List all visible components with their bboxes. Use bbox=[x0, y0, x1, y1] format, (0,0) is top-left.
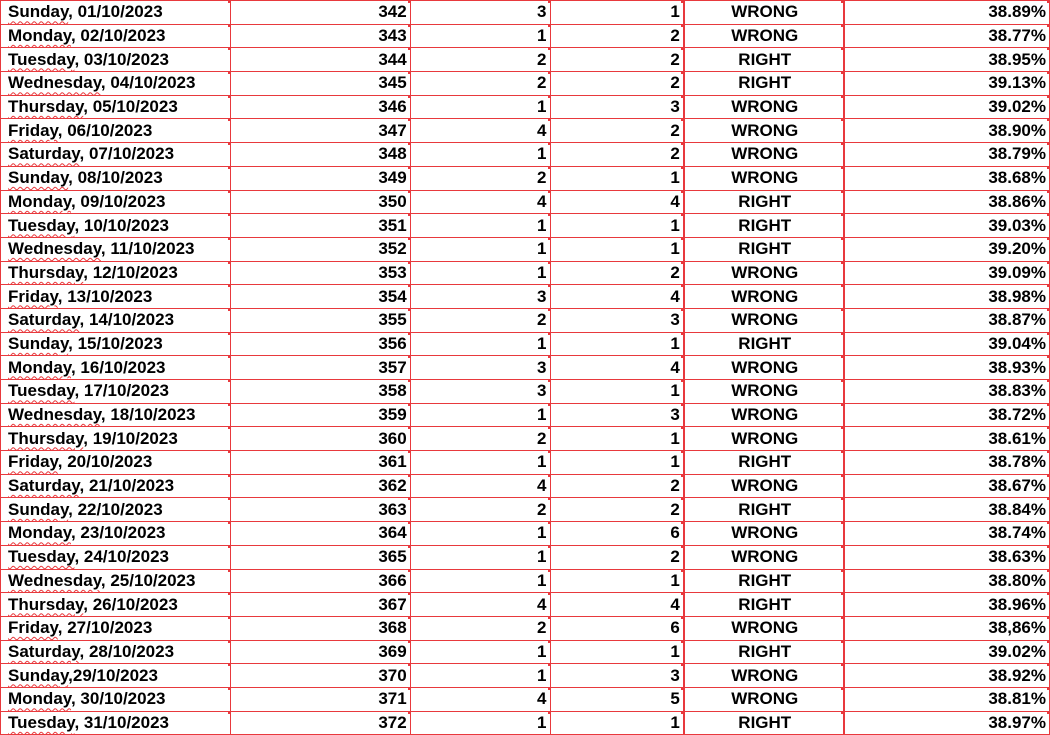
result-cell[interactable]: WRONG bbox=[684, 95, 844, 119]
value-b-cell[interactable]: 4 bbox=[550, 285, 684, 309]
percentage-cell[interactable]: 38.92% bbox=[844, 664, 1050, 688]
date-cell[interactable] bbox=[1, 380, 231, 404]
percentage-cell[interactable]: 38.80% bbox=[844, 569, 1050, 593]
weekday-text: Sunday bbox=[8, 665, 69, 685]
date-text: , 06/10/2023 bbox=[57, 120, 153, 140]
value-b-cell[interactable]: 3 bbox=[550, 95, 684, 119]
value-b-cell[interactable]: 2 bbox=[550, 24, 684, 48]
date-cell[interactable] bbox=[1, 640, 231, 664]
date-text: , 12/10/2023 bbox=[83, 262, 178, 282]
value-a-cell[interactable]: 1 bbox=[410, 403, 550, 427]
value-b-cell[interactable]: 6 bbox=[550, 522, 684, 546]
table-row bbox=[1, 640, 1050, 664]
date-cell[interactable] bbox=[1, 356, 231, 380]
value-a-cell[interactable]: 1 bbox=[410, 711, 550, 735]
value-b-cell[interactable]: 1 bbox=[550, 214, 684, 238]
number-cell[interactable]: 363 bbox=[230, 498, 410, 522]
percentage-cell[interactable]: 38.68% bbox=[844, 166, 1050, 190]
value-a-cell[interactable]: 1 bbox=[410, 332, 550, 356]
table-row bbox=[1, 285, 1050, 309]
result-cell[interactable]: WRONG bbox=[684, 522, 844, 546]
date-cell[interactable] bbox=[1, 474, 231, 498]
date-text: , 21/10/2023 bbox=[79, 476, 175, 496]
percentage-cell[interactable]: 39.13% bbox=[844, 72, 1050, 96]
percentage-cell[interactable]: 39.02% bbox=[844, 640, 1050, 664]
weekday-text: Saturday bbox=[8, 476, 80, 496]
percentage-cell[interactable]: 39.09% bbox=[844, 261, 1050, 285]
weekday-text: Thursday bbox=[8, 262, 84, 282]
table-row bbox=[1, 119, 1050, 143]
result-cell[interactable]: WRONG bbox=[684, 1, 844, 25]
date-text: , 19/10/2023 bbox=[83, 428, 178, 448]
table-row bbox=[1, 48, 1050, 72]
weekday-text: Saturday bbox=[8, 144, 80, 164]
date-text: , 18/10/2023 bbox=[100, 405, 196, 425]
value-a-cell[interactable]: 3 bbox=[410, 1, 550, 25]
number-cell[interactable]: 352 bbox=[230, 237, 410, 261]
number-cell[interactable]: 343 bbox=[230, 24, 410, 48]
date-text: , 25/10/2023 bbox=[100, 570, 196, 590]
weekday-text: Thursday bbox=[8, 97, 84, 117]
value-b-cell[interactable]: 3 bbox=[550, 308, 684, 332]
value-a-cell[interactable]: 2 bbox=[410, 616, 550, 640]
date-cell[interactable] bbox=[1, 332, 231, 356]
result-cell[interactable]: RIGHT bbox=[684, 498, 844, 522]
date-cell[interactable] bbox=[1, 166, 231, 190]
weekday-text: Thursday bbox=[8, 428, 84, 448]
value-a-cell[interactable]: 4 bbox=[410, 687, 550, 711]
table-row bbox=[1, 593, 1050, 617]
percentage-cell[interactable]: 39.04% bbox=[844, 332, 1050, 356]
percentage-cell[interactable]: 39.03% bbox=[844, 214, 1050, 238]
date-text: , 04/10/2023 bbox=[100, 73, 196, 93]
table-row bbox=[1, 711, 1050, 735]
date-cell[interactable] bbox=[1, 427, 231, 451]
value-b-cell[interactable]: 6 bbox=[550, 616, 684, 640]
result-cell[interactable]: WRONG bbox=[684, 356, 844, 380]
date-cell[interactable] bbox=[1, 1, 231, 25]
percentage-cell[interactable]: 38.63% bbox=[844, 545, 1050, 569]
number-cell[interactable]: 353 bbox=[230, 261, 410, 285]
number-cell[interactable]: 358 bbox=[230, 380, 410, 404]
value-b-cell[interactable]: 1 bbox=[550, 1, 684, 25]
value-b-cell[interactable]: 1 bbox=[550, 427, 684, 451]
result-cell[interactable]: WRONG bbox=[684, 427, 844, 451]
weekday-text: Friday bbox=[8, 618, 58, 638]
number-cell[interactable]: 367 bbox=[230, 593, 410, 617]
date-cell[interactable] bbox=[1, 24, 231, 48]
date-text: , 15/10/2023 bbox=[68, 333, 163, 353]
value-a-cell[interactable]: 1 bbox=[410, 664, 550, 688]
result-cell[interactable]: RIGHT bbox=[684, 190, 844, 214]
table-row bbox=[1, 356, 1050, 380]
date-text: , 05/10/2023 bbox=[83, 97, 178, 117]
number-cell[interactable]: 355 bbox=[230, 308, 410, 332]
date-cell[interactable] bbox=[1, 616, 231, 640]
date-text: , 16/10/2023 bbox=[70, 357, 166, 377]
date-text: ,29/10/2023 bbox=[68, 665, 158, 685]
number-cell[interactable]: 362 bbox=[230, 474, 410, 498]
date-cell[interactable] bbox=[1, 522, 231, 546]
table-row bbox=[1, 143, 1050, 167]
value-b-cell[interactable]: 2 bbox=[550, 474, 684, 498]
weekday-text: Monday bbox=[8, 523, 71, 543]
result-cell[interactable]: RIGHT bbox=[684, 569, 844, 593]
table-row bbox=[1, 545, 1050, 569]
number-cell[interactable]: 342 bbox=[230, 1, 410, 25]
weekday-text: Friday bbox=[8, 286, 58, 306]
weekday-text: Sunday bbox=[8, 2, 69, 22]
percentage-cell[interactable]: 38.87% bbox=[844, 308, 1050, 332]
date-cell[interactable] bbox=[1, 711, 231, 735]
value-b-cell[interactable]: 1 bbox=[550, 451, 684, 475]
weekday-text: Sunday bbox=[8, 333, 69, 353]
table-row bbox=[1, 403, 1050, 427]
value-b-cell[interactable]: 1 bbox=[550, 711, 684, 735]
value-a-cell[interactable]: 3 bbox=[410, 380, 550, 404]
value-a-cell[interactable]: 1 bbox=[410, 451, 550, 475]
date-text: , 30/10/2023 bbox=[70, 689, 166, 709]
percentage-cell[interactable]: 38.96% bbox=[844, 593, 1050, 617]
result-cell[interactable]: WRONG bbox=[684, 143, 844, 167]
result-cell[interactable]: RIGHT bbox=[684, 332, 844, 356]
value-a-cell[interactable]: 1 bbox=[410, 237, 550, 261]
value-a-cell[interactable]: 1 bbox=[410, 522, 550, 546]
percentage-cell[interactable]: 38.77% bbox=[844, 24, 1050, 48]
value-a-cell[interactable]: 2 bbox=[410, 48, 550, 72]
result-cell[interactable]: WRONG bbox=[684, 403, 844, 427]
value-a-cell[interactable]: 1 bbox=[410, 545, 550, 569]
date-cell[interactable] bbox=[1, 119, 231, 143]
weekday-text: Monday bbox=[8, 689, 71, 709]
result-cell[interactable]: RIGHT bbox=[684, 711, 844, 735]
weekday-text: Wednesday bbox=[8, 405, 101, 425]
table-row bbox=[1, 332, 1050, 356]
number-cell[interactable]: 357 bbox=[230, 356, 410, 380]
value-b-cell[interactable]: 1 bbox=[550, 332, 684, 356]
date-cell[interactable] bbox=[1, 143, 231, 167]
table-row bbox=[1, 522, 1050, 546]
date-cell[interactable] bbox=[1, 95, 231, 119]
number-cell[interactable]: 361 bbox=[230, 451, 410, 475]
value-a-cell[interactable]: 1 bbox=[410, 143, 550, 167]
percentage-cell[interactable]: 38.90% bbox=[844, 119, 1050, 143]
date-text: , 08/10/2023 bbox=[68, 168, 163, 188]
weekday-text: Saturday bbox=[8, 641, 80, 661]
date-text: , 14/10/2023 bbox=[79, 310, 175, 330]
number-cell[interactable]: 368 bbox=[230, 616, 410, 640]
date-text: , 10/10/2023 bbox=[74, 215, 169, 235]
date-cell[interactable] bbox=[1, 214, 231, 238]
value-a-cell[interactable]: 2 bbox=[410, 72, 550, 96]
date-text: , 17/10/2023 bbox=[74, 381, 169, 401]
value-a-cell[interactable]: 1 bbox=[410, 640, 550, 664]
value-a-cell[interactable]: 1 bbox=[410, 261, 550, 285]
table-row bbox=[1, 166, 1050, 190]
percentage-cell[interactable]: 38.78% bbox=[844, 451, 1050, 475]
value-b-cell[interactable]: 2 bbox=[550, 261, 684, 285]
date-cell[interactable] bbox=[1, 664, 231, 688]
number-cell[interactable]: 350 bbox=[230, 190, 410, 214]
number-cell[interactable]: 370 bbox=[230, 664, 410, 688]
date-cell[interactable] bbox=[1, 190, 231, 214]
date-text: , 03/10/2023 bbox=[74, 49, 169, 69]
result-cell[interactable]: WRONG bbox=[684, 616, 844, 640]
percentage-cell[interactable]: 38.95% bbox=[844, 48, 1050, 72]
date-cell[interactable] bbox=[1, 593, 231, 617]
percentage-cell[interactable]: 39.20% bbox=[844, 237, 1050, 261]
weekday-text: Thursday bbox=[8, 594, 84, 614]
date-text: , 11/10/2023 bbox=[100, 239, 195, 259]
weekday-text: Saturday bbox=[8, 310, 80, 330]
value-b-cell[interactable]: 2 bbox=[550, 119, 684, 143]
date-cell[interactable] bbox=[1, 308, 231, 332]
date-cell[interactable] bbox=[1, 285, 231, 309]
date-text: , 09/10/2023 bbox=[70, 191, 166, 211]
weekday-text: Sunday bbox=[8, 499, 69, 519]
value-b-cell[interactable]: 4 bbox=[550, 356, 684, 380]
table-row bbox=[1, 616, 1050, 640]
date-cell[interactable] bbox=[1, 237, 231, 261]
table-row bbox=[1, 569, 1050, 593]
date-text: , 01/10/2023 bbox=[68, 2, 163, 22]
date-text: , 31/10/2023 bbox=[74, 712, 169, 732]
number-cell[interactable]: 346 bbox=[230, 95, 410, 119]
weekday-text: Tuesday bbox=[8, 381, 75, 401]
date-text: , 23/10/2023 bbox=[70, 523, 166, 543]
date-text: , 07/10/2023 bbox=[79, 144, 175, 164]
value-a-cell[interactable]: 4 bbox=[410, 474, 550, 498]
number-cell[interactable]: 365 bbox=[230, 545, 410, 569]
table-row bbox=[1, 214, 1050, 238]
percentage-cell[interactable]: 39.02% bbox=[844, 95, 1050, 119]
weekday-text: Wednesday bbox=[8, 570, 101, 590]
date-cell[interactable] bbox=[1, 72, 231, 96]
weekday-text: Wednesday bbox=[8, 239, 101, 259]
table-row bbox=[1, 664, 1050, 688]
number-cell[interactable]: 371 bbox=[230, 687, 410, 711]
table-row bbox=[1, 474, 1050, 498]
table-row bbox=[1, 451, 1050, 475]
percentage-cell[interactable]: 38.74% bbox=[844, 522, 1050, 546]
value-a-cell[interactable]: 2 bbox=[410, 308, 550, 332]
date-cell[interactable] bbox=[1, 48, 231, 72]
result-cell[interactable]: WRONG bbox=[684, 474, 844, 498]
weekday-text: Tuesday bbox=[8, 49, 75, 69]
number-cell[interactable]: 349 bbox=[230, 166, 410, 190]
table-row bbox=[1, 427, 1050, 451]
date-text: , 26/10/2023 bbox=[83, 594, 178, 614]
table-row bbox=[1, 261, 1050, 285]
value-b-cell[interactable]: 1 bbox=[550, 380, 684, 404]
table-row bbox=[1, 308, 1050, 332]
value-a-cell[interactable]: 2 bbox=[410, 166, 550, 190]
percentage-cell[interactable]: 38.83% bbox=[844, 380, 1050, 404]
date-text: , 13/10/2023 bbox=[57, 286, 153, 306]
value-b-cell[interactable]: 1 bbox=[550, 569, 684, 593]
table-row bbox=[1, 24, 1050, 48]
date-cell[interactable] bbox=[1, 403, 231, 427]
date-cell[interactable] bbox=[1, 451, 231, 475]
table-row bbox=[1, 95, 1050, 119]
table-row bbox=[1, 380, 1050, 404]
number-cell[interactable]: 354 bbox=[230, 285, 410, 309]
result-cell[interactable]: WRONG bbox=[684, 664, 844, 688]
percentage-cell[interactable]: 38.61% bbox=[844, 427, 1050, 451]
value-b-cell[interactable]: 2 bbox=[550, 48, 684, 72]
result-cell[interactable]: WRONG bbox=[684, 285, 844, 309]
value-b-cell[interactable]: 1 bbox=[550, 237, 684, 261]
result-cell[interactable]: WRONG bbox=[684, 166, 844, 190]
result-cell[interactable]: WRONG bbox=[684, 261, 844, 285]
value-b-cell[interactable]: 2 bbox=[550, 143, 684, 167]
value-b-cell[interactable]: 3 bbox=[550, 664, 684, 688]
date-text: , 22/10/2023 bbox=[68, 499, 163, 519]
value-b-cell[interactable]: 4 bbox=[550, 190, 684, 214]
value-a-cell[interactable]: 1 bbox=[410, 214, 550, 238]
weekday-text: Monday bbox=[8, 191, 71, 211]
result-cell[interactable]: RIGHT bbox=[684, 640, 844, 664]
percentage-cell[interactable]: 38.93% bbox=[844, 356, 1050, 380]
result-cell[interactable]: WRONG bbox=[684, 308, 844, 332]
value-a-cell[interactable]: 3 bbox=[410, 285, 550, 309]
result-cell[interactable]: RIGHT bbox=[684, 72, 844, 96]
number-cell[interactable]: 348 bbox=[230, 143, 410, 167]
date-cell[interactable] bbox=[1, 261, 231, 285]
value-a-cell[interactable]: 1 bbox=[410, 24, 550, 48]
result-cell[interactable]: RIGHT bbox=[684, 593, 844, 617]
percentage-cell[interactable]: 38.67% bbox=[844, 474, 1050, 498]
percentage-cell[interactable]: 38.81% bbox=[844, 687, 1050, 711]
date-text: , 20/10/2023 bbox=[57, 452, 153, 472]
value-a-cell[interactable]: 4 bbox=[410, 190, 550, 214]
number-cell[interactable]: 369 bbox=[230, 640, 410, 664]
number-cell[interactable]: 366 bbox=[230, 569, 410, 593]
percentage-cell[interactable]: 38.86% bbox=[844, 190, 1050, 214]
value-a-cell[interactable]: 4 bbox=[410, 119, 550, 143]
value-a-cell[interactable]: 1 bbox=[410, 95, 550, 119]
percentage-cell[interactable]: 38,86% bbox=[844, 616, 1050, 640]
table-row bbox=[1, 1, 1050, 25]
number-cell[interactable]: 345 bbox=[230, 72, 410, 96]
value-a-cell[interactable]: 4 bbox=[410, 593, 550, 617]
value-b-cell[interactable]: 3 bbox=[550, 403, 684, 427]
result-cell[interactable]: RIGHT bbox=[684, 48, 844, 72]
number-cell[interactable]: 364 bbox=[230, 522, 410, 546]
date-text: , 02/10/2023 bbox=[70, 26, 166, 46]
table-row bbox=[1, 72, 1050, 96]
value-b-cell[interactable]: 2 bbox=[550, 545, 684, 569]
weekday-text: Monday bbox=[8, 26, 71, 46]
result-cell[interactable]: WRONG bbox=[684, 24, 844, 48]
table-row bbox=[1, 190, 1050, 214]
number-cell[interactable]: 372 bbox=[230, 711, 410, 735]
value-b-cell[interactable]: 4 bbox=[550, 593, 684, 617]
number-cell[interactable]: 359 bbox=[230, 403, 410, 427]
date-text: , 24/10/2023 bbox=[74, 547, 169, 567]
value-b-cell[interactable]: 2 bbox=[550, 72, 684, 96]
result-cell[interactable]: RIGHT bbox=[684, 451, 844, 475]
percentage-cell[interactable]: 38.72% bbox=[844, 403, 1050, 427]
number-cell[interactable]: 360 bbox=[230, 427, 410, 451]
value-b-cell[interactable]: 2 bbox=[550, 498, 684, 522]
percentage-cell[interactable]: 38.97% bbox=[844, 711, 1050, 735]
weekday-text: Tuesday bbox=[8, 547, 75, 567]
weekday-text: Tuesday bbox=[8, 215, 75, 235]
result-cell[interactable]: RIGHT bbox=[684, 237, 844, 261]
table-row bbox=[1, 498, 1050, 522]
value-b-cell[interactable]: 1 bbox=[550, 640, 684, 664]
date-text: , 27/10/2023 bbox=[57, 618, 153, 638]
date-text: , 28/10/2023 bbox=[79, 641, 175, 661]
number-cell[interactable]: 356 bbox=[230, 332, 410, 356]
percentage-cell[interactable]: 38.79% bbox=[844, 143, 1050, 167]
value-b-cell[interactable]: 1 bbox=[550, 166, 684, 190]
weekday-text: Friday bbox=[8, 120, 58, 140]
date-cell[interactable] bbox=[1, 545, 231, 569]
value-a-cell[interactable]: 2 bbox=[410, 427, 550, 451]
percentage-cell[interactable]: 38.98% bbox=[844, 285, 1050, 309]
number-cell[interactable]: 351 bbox=[230, 214, 410, 238]
weekday-text: Monday bbox=[8, 357, 71, 377]
date-cell[interactable] bbox=[1, 569, 231, 593]
value-b-cell[interactable]: 5 bbox=[550, 687, 684, 711]
date-cell[interactable] bbox=[1, 498, 231, 522]
percentage-cell[interactable]: 38.89% bbox=[844, 1, 1050, 25]
value-a-cell[interactable]: 2 bbox=[410, 498, 550, 522]
result-cell[interactable]: RIGHT bbox=[684, 214, 844, 238]
table-row bbox=[1, 237, 1050, 261]
weekday-text: Friday bbox=[8, 452, 58, 472]
percentage-cell[interactable]: 38.84% bbox=[844, 498, 1050, 522]
value-a-cell[interactable]: 1 bbox=[410, 569, 550, 593]
number-cell[interactable]: 347 bbox=[230, 119, 410, 143]
weekday-text: Wednesday bbox=[8, 73, 101, 93]
spreadsheet-body bbox=[1, 1, 1050, 735]
number-cell[interactable]: 344 bbox=[230, 48, 410, 72]
result-cell[interactable]: WRONG bbox=[684, 119, 844, 143]
weekday-text: Tuesday bbox=[8, 712, 75, 732]
result-cell[interactable]: WRONG bbox=[684, 380, 844, 404]
weekday-text: Sunday bbox=[8, 168, 69, 188]
value-a-cell[interactable]: 3 bbox=[410, 356, 550, 380]
result-cell[interactable]: WRONG bbox=[684, 545, 844, 569]
result-cell[interactable]: WRONG bbox=[684, 687, 844, 711]
